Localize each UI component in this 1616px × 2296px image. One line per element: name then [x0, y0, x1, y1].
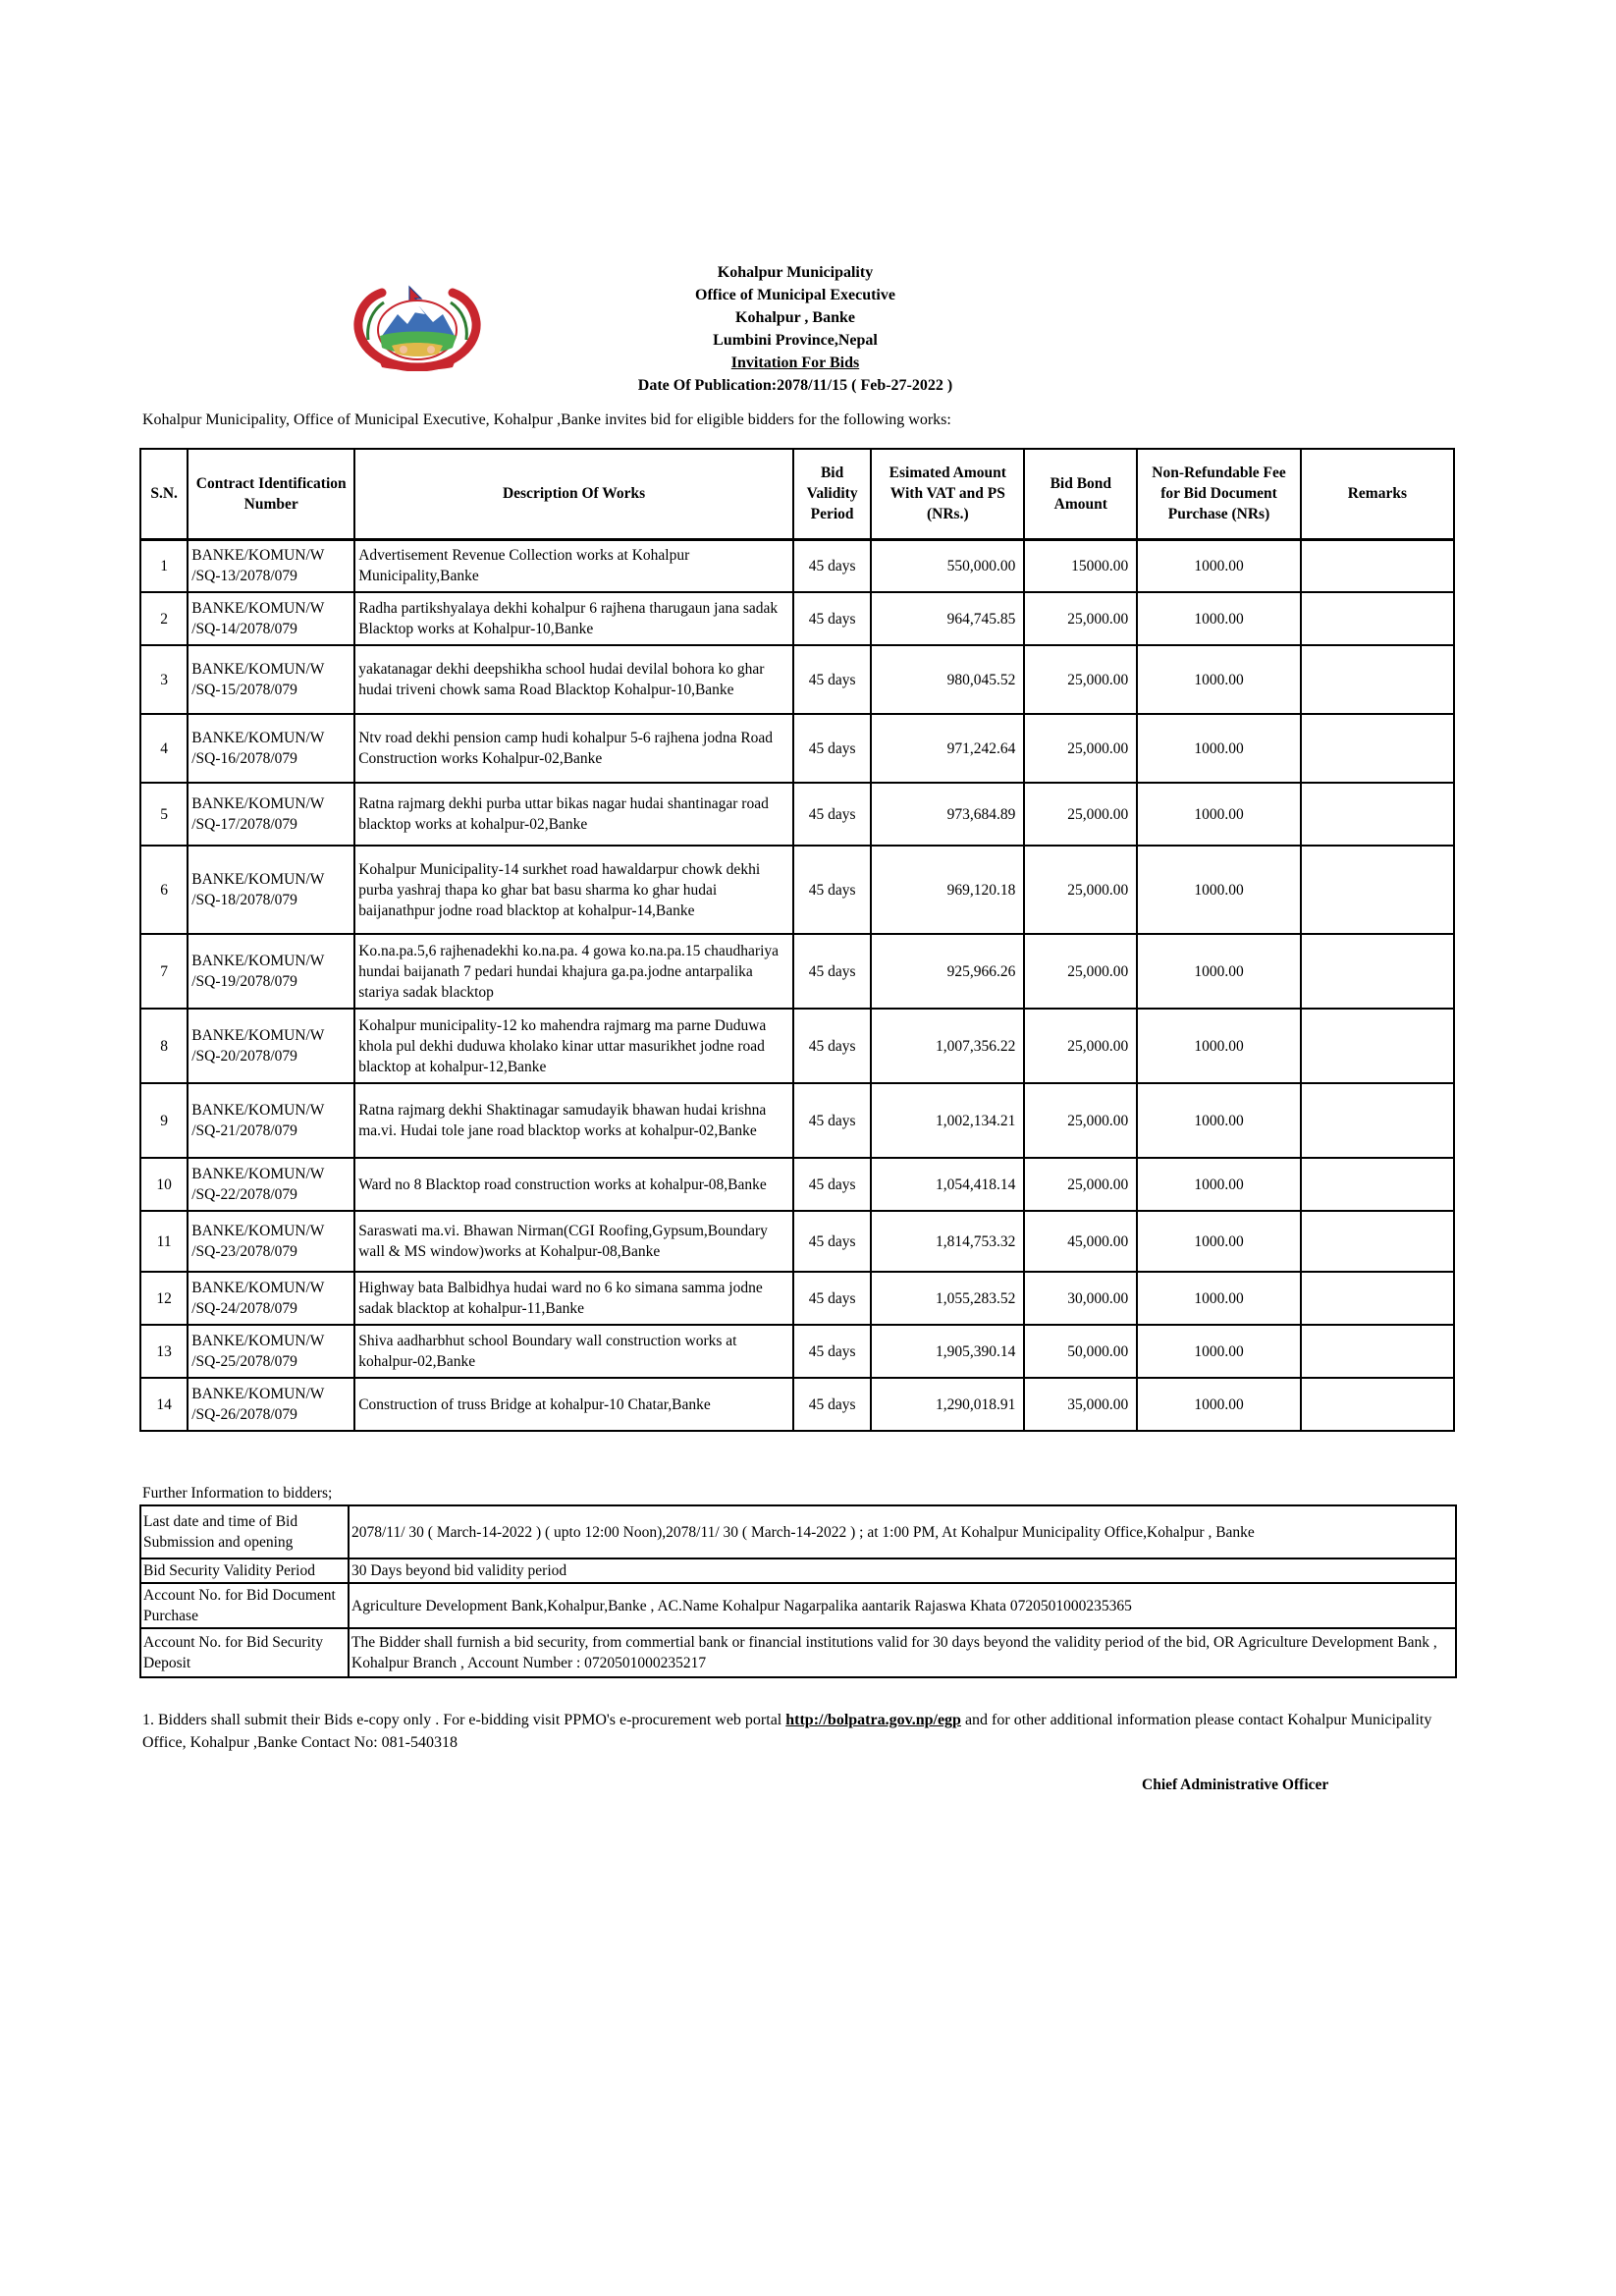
bid-bond-cell: 35,000.00 — [1024, 1378, 1137, 1431]
contract-id-cell: BANKE/KOMUN/W /SQ-23/2078/079 — [188, 1211, 354, 1272]
sn-cell: 7 — [140, 934, 188, 1009]
description-cell: Ward no 8 Blacktop road construction works at kohalpur-08,Banke — [354, 1158, 793, 1211]
bid-bond-cell: 25,000.00 — [1024, 1158, 1137, 1211]
province: Lumbini Province,Nepal — [713, 332, 878, 349]
fee-cell: 1000.00 — [1137, 934, 1301, 1009]
fee-cell: 1000.00 — [1137, 1325, 1301, 1378]
sn-cell: 12 — [140, 1272, 188, 1325]
sn-cell: 14 — [140, 1378, 188, 1431]
remarks-cell — [1301, 592, 1454, 645]
bid-note-text: 1. Bidders shall submit their Bids e-copy only . For e-bidding visit PPMO's e-procurement web portal — [142, 1712, 786, 1728]
info-label: Bid Security Validity Period — [140, 1558, 349, 1583]
remarks-cell — [1301, 934, 1454, 1009]
table-row — [140, 645, 1454, 714]
amount-cell: 980,045.52 — [871, 645, 1024, 714]
bid-bond-cell: 45,000.00 — [1024, 1211, 1137, 1272]
fee-cell: 1000.00 — [1137, 783, 1301, 846]
fee-cell: 1000.00 — [1137, 1378, 1301, 1431]
sn-cell: 5 — [140, 783, 188, 846]
contract-id-cell: BANKE/KOMUN/W /SQ-15/2078/079 — [188, 645, 354, 714]
works-table-body — [140, 539, 1454, 1431]
column-header: Bid Validity Period — [793, 449, 871, 539]
bid-bond-cell: 15000.00 — [1024, 539, 1137, 592]
remarks-cell — [1301, 539, 1454, 592]
fee-cell: 1000.00 — [1137, 1009, 1301, 1083]
description-cell: Ratna rajmarg dekhi Shaktinagar samudayik bhawan hudai krishna ma.vi. Hudai tole jane road blacktop works at kohalpur-02,Banke — [354, 1083, 793, 1158]
further-info-heading: Further Information to bidders; — [142, 1485, 333, 1502]
contract-id-cell: BANKE/KOMUN/W /SQ-14/2078/079 — [188, 592, 354, 645]
fee-cell: 1000.00 — [1137, 1272, 1301, 1325]
bid-note-contact: and for other additional information please contact Kohalpur Municipality Office, Kohalpur ,Banke Contact No: 081-540318 — [142, 1712, 1432, 1751]
table-row — [140, 783, 1454, 846]
fee-cell: 1000.00 — [1137, 846, 1301, 934]
info-value: 30 Days beyond bid validity period — [349, 1558, 1456, 1583]
egp-portal-link[interactable]: http://bolpatra.gov.np/egp — [785, 1712, 961, 1728]
nepal-coat-of-arms-icon — [349, 285, 486, 371]
table-row — [140, 714, 1454, 783]
description-cell: Highway bata Balbidhya hudai ward no 6 ko simana samma jodne sadak blacktop at kohalpur-11,Banke — [354, 1272, 793, 1325]
contract-id-cell: BANKE/KOMUN/W /SQ-21/2078/079 — [188, 1083, 354, 1158]
amount-cell: 971,242.64 — [871, 714, 1024, 783]
description-cell: Ntv road dekhi pension camp hudi kohalpur 5-6 rajhena jodna Road Construction works Kohalpur-02,Banke — [354, 714, 793, 783]
validity-cell: 45 days — [793, 1272, 871, 1325]
validity-cell: 45 days — [793, 846, 871, 934]
fee-cell: 1000.00 — [1137, 714, 1301, 783]
contract-id-cell: BANKE/KOMUN/W /SQ-25/2078/079 — [188, 1325, 354, 1378]
remarks-cell — [1301, 1325, 1454, 1378]
sn-cell: 11 — [140, 1211, 188, 1272]
amount-cell: 964,745.85 — [871, 592, 1024, 645]
description-cell: Construction of truss Bridge at kohalpur-10 Chatar,Banke — [354, 1378, 793, 1431]
validity-cell: 45 days — [793, 1009, 871, 1083]
amount-cell: 1,814,753.32 — [871, 1211, 1024, 1272]
info-label: Last date and time of Bid Submission and opening — [140, 1505, 349, 1558]
fee-cell: 1000.00 — [1137, 1083, 1301, 1158]
validity-cell: 45 days — [793, 645, 871, 714]
contract-id-cell: BANKE/KOMUN/W /SQ-17/2078/079 — [188, 783, 354, 846]
amount-cell: 1,905,390.14 — [871, 1325, 1024, 1378]
office-name: Office of Municipal Executive — [695, 287, 895, 303]
description-cell: Saraswati ma.vi. Bhawan Nirman(CGI Roofing,Gypsum,Boundary wall & MS window)works at Kohalpur-08,Banke — [354, 1211, 793, 1272]
table-row — [140, 934, 1454, 1009]
validity-cell: 45 days — [793, 714, 871, 783]
amount-cell: 1,007,356.22 — [871, 1009, 1024, 1083]
description-cell: Ko.na.pa.5,6 rajhenadekhi ko.na.pa. 4 gowa ko.na.pa.15 chaudhariya hundai baijanath 7 pedari hundai khajura ga.pa.jodne antarpalika stariya sadak blacktop — [354, 934, 793, 1009]
contract-id-cell: BANKE/KOMUN/W /SQ-18/2078/079 — [188, 846, 354, 934]
remarks-cell — [1301, 645, 1454, 714]
fee-cell: 1000.00 — [1137, 539, 1301, 592]
bid-bond-cell: 30,000.00 — [1024, 1272, 1137, 1325]
remarks-cell — [1301, 714, 1454, 783]
bid-bond-cell: 25,000.00 — [1024, 714, 1137, 783]
fee-cell: 1000.00 — [1137, 1211, 1301, 1272]
sn-cell: 10 — [140, 1158, 188, 1211]
remarks-cell — [1301, 1083, 1454, 1158]
validity-cell: 45 days — [793, 783, 871, 846]
fee-cell: 1000.00 — [1137, 645, 1301, 714]
remarks-cell — [1301, 1009, 1454, 1083]
description-cell: yakatanagar dekhi deepshikha school hudai devilal bohora ko ghar hudai triveni chowk sama Road Blacktop Kohalpur-10,Banke — [354, 645, 793, 714]
notice-header — [550, 261, 1041, 397]
column-header: Description Of Works — [354, 449, 793, 539]
info-label: Account No. for Bid Document Purchase — [140, 1583, 349, 1628]
info-value: 2078/11/ 30 ( March-14-2022 ) ( upto 12:00 Noon),2078/11/ 30 ( March-14-2022 ) ; at 1:00 PM, At Kohalpur Municipality Office,Kohalpur , Banke — [349, 1505, 1456, 1558]
info-row — [140, 1558, 1456, 1583]
description-cell: Shiva aadharbhut school Boundary wall construction works at kohalpur-02,Banke — [354, 1325, 793, 1378]
publication-date: Date Of Publication:2078/11/15 ( Feb-27-2022 ) — [637, 377, 953, 394]
table-row — [140, 846, 1454, 934]
sn-cell: 2 — [140, 592, 188, 645]
municipality-name: Kohalpur Municipality — [717, 264, 874, 281]
validity-cell: 45 days — [793, 1083, 871, 1158]
contract-id-cell: BANKE/KOMUN/W /SQ-16/2078/079 — [188, 714, 354, 783]
table-header-row — [140, 449, 1454, 539]
table-row — [140, 592, 1454, 645]
bid-bond-cell: 25,000.00 — [1024, 1083, 1137, 1158]
table-row — [140, 1272, 1454, 1325]
column-header: Contract Identification Number — [188, 449, 354, 539]
column-header: Non-Refundable Fee for Bid Document Purchase (NRs) — [1137, 449, 1301, 539]
amount-cell: 1,290,018.91 — [871, 1378, 1024, 1431]
column-header: Esimated Amount With VAT and PS (NRs.) — [871, 449, 1024, 539]
fee-cell: 1000.00 — [1137, 592, 1301, 645]
amount-cell: 1,055,283.52 — [871, 1272, 1024, 1325]
remarks-cell — [1301, 783, 1454, 846]
table-row — [140, 1009, 1454, 1083]
info-label: Account No. for Bid Security Deposit — [140, 1628, 349, 1677]
contract-id-cell: BANKE/KOMUN/W /SQ-24/2078/079 — [188, 1272, 354, 1325]
table-row — [140, 1378, 1454, 1431]
validity-cell: 45 days — [793, 592, 871, 645]
table-row — [140, 1325, 1454, 1378]
validity-cell: 45 days — [793, 934, 871, 1009]
amount-cell: 969,120.18 — [871, 846, 1024, 934]
contract-id-cell: BANKE/KOMUN/W /SQ-26/2078/079 — [188, 1378, 354, 1431]
column-header: Remarks — [1301, 449, 1454, 539]
bid-bond-cell: 25,000.00 — [1024, 934, 1137, 1009]
info-row — [140, 1628, 1456, 1677]
bid-bond-cell: 25,000.00 — [1024, 1009, 1137, 1083]
amount-cell: 550,000.00 — [871, 539, 1024, 592]
bid-bond-cell: 25,000.00 — [1024, 645, 1137, 714]
description-cell: Radha partikshyalaya dekhi kohalpur 6 rajhena tharugaun jana sadak Blacktop works at Kohalpur-10,Banke — [354, 592, 793, 645]
contract-id-cell: BANKE/KOMUN/W /SQ-13/2078/079 — [188, 539, 354, 592]
description-cell: Advertisement Revenue Collection works at Kohalpur Municipality,Banke — [354, 539, 793, 592]
table-row — [140, 1158, 1454, 1211]
validity-cell: 45 days — [793, 1378, 871, 1431]
description-cell: Ratna rajmarg dekhi purba uttar bikas nagar hudai shantinagar road blacktop works at kohalpur-02,Banke — [354, 783, 793, 846]
description-cell: Kohalpur Municipality-14 surkhet road hawaldarpur chowk dekhi purba yashraj thapa ko ghar bat basu sharma ko ghar hudai baijanathpur jodne road blacktop at kohalpur-14,Banke — [354, 846, 793, 934]
info-value: The Bidder shall furnish a bid security, from commertial bank or financial institutions valid for 30 days beyond the validity period of the bid, OR Agriculture Development Bank , Kohalpur Branch , Account Number : 0720501000235217 — [349, 1628, 1456, 1677]
bid-note — [142, 1709, 1458, 1754]
table-row — [140, 1211, 1454, 1272]
amount-cell: 1,054,418.14 — [871, 1158, 1024, 1211]
info-row — [140, 1583, 1456, 1628]
sn-cell: 3 — [140, 645, 188, 714]
contract-id-cell: BANKE/KOMUN/W /SQ-22/2078/079 — [188, 1158, 354, 1211]
sn-cell: 13 — [140, 1325, 188, 1378]
table-row — [140, 1083, 1454, 1158]
description-cell: Kohalpur municipality-12 ko mahendra rajmarg ma parne Duduwa khola pul dekhi duduwa kholako kinar uttar masurikhet jodne road blacktop at kohalpur-12,Banke — [354, 1009, 793, 1083]
sn-cell: 8 — [140, 1009, 188, 1083]
remarks-cell — [1301, 1378, 1454, 1431]
sn-cell: 6 — [140, 846, 188, 934]
remarks-cell — [1301, 1158, 1454, 1211]
sn-cell: 1 — [140, 539, 188, 592]
intro-text: Kohalpur Municipality, Office of Municipal Executive, Kohalpur ,Banke invites bid for eligible bidders for the following works: — [142, 411, 951, 428]
bid-bond-cell: 25,000.00 — [1024, 783, 1137, 846]
location: Kohalpur , Banke — [735, 309, 855, 326]
bid-bond-cell: 50,000.00 — [1024, 1325, 1137, 1378]
info-value: Agriculture Development Bank,Kohalpur,Banke , AC.Name Kohalpur Nagarpalika aantarik Rajaswa Khata 0720501000235365 — [349, 1583, 1456, 1628]
signatory-title: Chief Administrative Officer — [1142, 1777, 1329, 1793]
contract-id-cell: BANKE/KOMUN/W /SQ-19/2078/079 — [188, 934, 354, 1009]
table-row — [140, 539, 1454, 592]
validity-cell: 45 days — [793, 1325, 871, 1378]
amount-cell: 973,684.89 — [871, 783, 1024, 846]
notice-title: Invitation For Bids — [730, 355, 860, 371]
validity-cell: 45 days — [793, 1158, 871, 1211]
remarks-cell — [1301, 1272, 1454, 1325]
column-header: S.N. — [140, 449, 188, 539]
works-table — [139, 448, 1455, 1432]
sn-cell: 9 — [140, 1083, 188, 1158]
remarks-cell — [1301, 846, 1454, 934]
further-info-table — [139, 1504, 1457, 1678]
validity-cell: 45 days — [793, 539, 871, 592]
bid-bond-cell: 25,000.00 — [1024, 592, 1137, 645]
remarks-cell — [1301, 1211, 1454, 1272]
amount-cell: 925,966.26 — [871, 934, 1024, 1009]
bid-bond-cell: 25,000.00 — [1024, 846, 1137, 934]
info-row — [140, 1505, 1456, 1558]
column-header: Bid Bond Amount — [1024, 449, 1137, 539]
validity-cell: 45 days — [793, 1211, 871, 1272]
amount-cell: 1,002,134.21 — [871, 1083, 1024, 1158]
contract-id-cell: BANKE/KOMUN/W /SQ-20/2078/079 — [188, 1009, 354, 1083]
fee-cell: 1000.00 — [1137, 1158, 1301, 1211]
sn-cell: 4 — [140, 714, 188, 783]
